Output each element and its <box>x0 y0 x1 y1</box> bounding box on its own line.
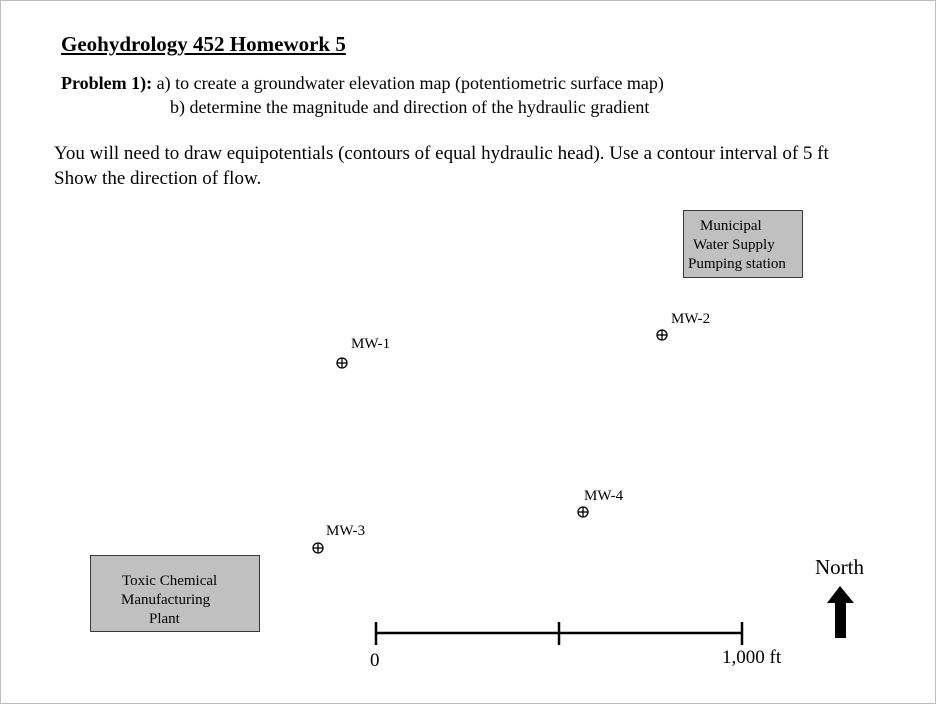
well-label-mw-4: MW-4 <box>584 488 624 504</box>
well-symbol-icon-mw-1 <box>337 358 347 368</box>
chemical-plant-line-3: Plant <box>149 611 180 627</box>
pumping-station-line-1: Municipal <box>700 218 762 234</box>
well-label-mw-2: MW-2 <box>671 311 711 327</box>
pumping-station-line-3: Pumping station <box>688 256 786 272</box>
chemical-plant-line-2: Manufacturing <box>121 592 211 608</box>
well-label-mw-3: MW-3 <box>326 523 366 539</box>
problem-part-b: b) determine the magnitude and direction of the hydraulic gradient <box>170 97 650 117</box>
chemical-plant-line-1: Toxic Chemical <box>122 573 218 589</box>
scale-bar <box>376 622 742 645</box>
page-title: Geohydrology 452 Homework 5 <box>61 32 346 56</box>
problem-part-a: a) to create a groundwater elevation map (potentiometric surface map) <box>156 73 664 93</box>
scale-end-label: 1,000 ft <box>722 647 782 668</box>
north-arrow-icon <box>827 586 854 638</box>
scale-start-label: 0 <box>370 650 380 671</box>
well-symbol-icon-mw-2 <box>657 330 667 340</box>
problem-label: Problem 1): <box>61 73 153 93</box>
pumping-station-line-2: Water Supply <box>693 237 775 253</box>
well-symbol-icon-mw-4 <box>578 507 588 517</box>
instructions-line-1: You will need to draw equipotentials (contours of equal hydraulic head). Use a contour interval of 5 ft <box>54 143 829 164</box>
well-label-mw-1: MW-1 <box>351 336 391 352</box>
north-label: North <box>815 555 864 579</box>
instructions-line-2: Show the direction of flow. <box>54 168 262 189</box>
well-symbol-icon-mw-3 <box>313 543 323 553</box>
